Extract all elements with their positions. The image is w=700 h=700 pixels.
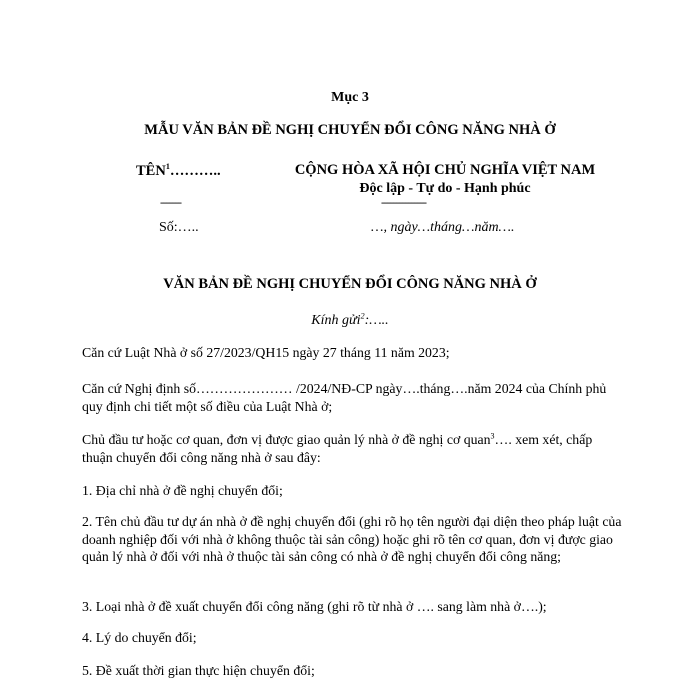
form-title: MẪU VĂN BẢN ĐỀ NGHỊ CHUYỂN ĐỔI CÔNG NĂNG NHÀ Ở xyxy=(144,122,556,138)
national-motto: Độc lập - Tự do - Hạnh phúc xyxy=(359,181,531,196)
date-line: …, ngày…tháng…năm…. xyxy=(371,220,515,235)
org-name-dots: ……….. xyxy=(169,163,221,179)
paragraph-legal-basis-decree: Căn cứ Nghị định số………………… /2024/NĐ-CP ngày….tháng….năm 2024 của Chính phủ quy định chi tiết một số điều của Luật Nhà ở; xyxy=(82,381,607,414)
list-item-3: 3. Loại nhà ở đề xuất chuyển đổi công năng (ghi rõ từ nhà ở …. sang làm nhà ở….); xyxy=(82,599,547,614)
list-item-2: 2. Tên chủ đầu tư dự án nhà ở đề nghị chuyển đổi (ghi rõ họ tên người đại diện theo pháp luật của doanh nghiệp đối với nhà ở không thuộc tài sản công) hoặc ghi rõ tên cơ quan, đơn vị được giao quản lý nhà ở đối với nhà ở thuộc tài sản công có nhà ở đề nghị chuyển đổi công năng; xyxy=(82,514,622,564)
national-title: CỘNG HÒA XÃ HỘI CHỦ NGHĨA VIỆT NAM xyxy=(294,162,596,178)
motto-separator: --------------- xyxy=(381,195,426,209)
footnote-mark-3: 3 xyxy=(490,431,495,441)
recipient-label: Kính gửi xyxy=(311,313,361,328)
paragraph-request-part2: …. xem xét, chấp thuận chuyển đổi công năng nhà ở sau đây: xyxy=(82,432,593,465)
list-item-4: 4. Lý do chuyển đổi; xyxy=(82,630,197,645)
paragraph-request xyxy=(82,431,622,466)
section-label: Mục 3 xyxy=(331,90,369,105)
footnote-mark-2: 2 xyxy=(360,311,365,321)
footnote-mark-1: 1 xyxy=(165,162,170,172)
document-number: Số:….. xyxy=(159,220,199,235)
list-item-5: 5. Đề xuất thời gian thực hiện chuyển đổi; xyxy=(82,663,315,678)
paragraph-legal-basis-law: Căn cứ Luật Nhà ở số 27/2023/QH15 ngày 27 tháng 11 năm 2023; xyxy=(82,345,450,360)
org-name-label: TÊN xyxy=(136,163,166,179)
recipient-line xyxy=(0,313,700,329)
document-title: VĂN BẢN ĐỀ NGHỊ CHUYỂN ĐỔI CÔNG NĂNG NHÀ Ở xyxy=(163,276,537,292)
recipient-dots: :….. xyxy=(364,313,389,328)
org-separator: ------- xyxy=(160,195,181,209)
paragraph-request-part1: Chủ đầu tư hoặc cơ quan, đơn vị được giao quản lý nhà ở đề nghị cơ quan xyxy=(82,432,491,447)
list-item-1: 1. Địa chỉ nhà ở đề nghị chuyển đổi; xyxy=(82,483,283,498)
org-name-line xyxy=(136,163,221,180)
